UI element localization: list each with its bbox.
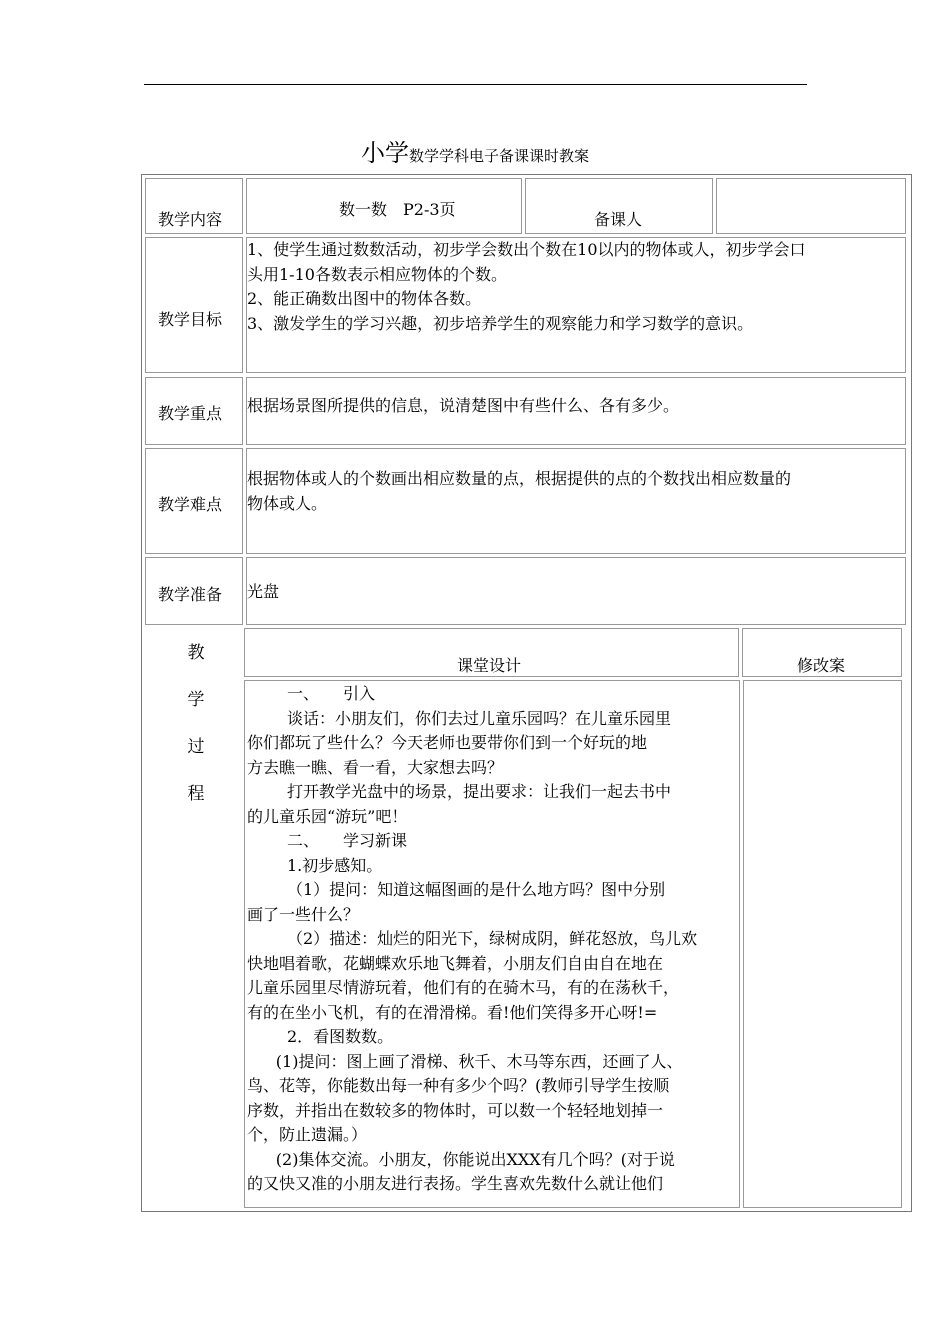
cell-preparer-value [716, 178, 906, 234]
label-preparer: 备课人 [594, 210, 643, 229]
focus-text: 根据场景图所提供的信息，说清楚图中有些什么、各有多少。 [247, 396, 680, 415]
goals-line: 2、能正确数出图中的物体各数。 [247, 289, 482, 308]
goals-line: 3、激发学生的学习兴趣，初步培养学生的观察能力和学习数学的意识。 [247, 313, 754, 333]
process-line: 个，防止遗漏。） [247, 1125, 368, 1144]
cell-goals-label [145, 237, 243, 373]
process-line: 鸟、花等，你能数出每一种有多少个吗？(教师引导学生按顺 [247, 1076, 670, 1095]
cell-revise-body [743, 680, 902, 1208]
title-sub: 数学学科电子备课课时教案 [408, 147, 589, 165]
process-line: 2．看图数数。 [287, 1027, 394, 1046]
header-rule [144, 84, 807, 85]
label-focus: 教学重点 [158, 404, 223, 423]
process-line: 的儿童乐园“游玩”吧！ [247, 806, 408, 826]
process-line: 画了一些什么？ [247, 904, 360, 924]
process-line: 谈话：小朋友们，你们去过儿童乐园吗？在儿童乐园里 [287, 708, 672, 728]
process-line: (2)集体交流。小朋友，你能说出XXX有几个吗？(对于说 [275, 1149, 675, 1169]
label-difficulty: 教学难点 [158, 495, 223, 514]
process-line: 你们都玩了些什么？今天老师也要带你们到一个好玩的地 [247, 733, 648, 752]
process-line: （2）描述：灿烂的阳光下，绿树成阴，鲜花怒放，鸟儿欢 [287, 929, 698, 948]
label-content: 教学内容 [158, 210, 223, 229]
process-line: 方去瞧一瞧、看一看，大家想去吗？ [247, 757, 504, 777]
process-label-char: 学 [187, 690, 205, 710]
content-value: 数一数 P2-3页 [339, 200, 456, 219]
difficulty-text [247, 467, 909, 516]
process-line: （1）提问：知道这幅图画的是什么地方吗？图中分别 [287, 880, 666, 899]
process-line: 的又快又准的小朋友进行表扬。学生喜欢先数什么就让他们 [247, 1174, 664, 1193]
difficulty-line: 物体或人。 [247, 493, 328, 513]
process-label-char: 教 [187, 643, 205, 663]
process-line: 序数，并指出在数较多的物体时，可以数一个轻轻地划掉一 [247, 1100, 664, 1120]
goals-line: 1、使学生通过数数活动，初步学会数出个数在10以内的物体或人，初步学会口 [247, 240, 806, 259]
process-line: 一、 引入 [287, 684, 376, 703]
design-header: 课堂设计 [457, 656, 522, 675]
label-goals: 教学目标 [158, 310, 223, 329]
title-main: 小学 [360, 139, 409, 167]
process-line: 有的在坐小飞机，有的在滑滑梯。看!他们笑得多开心呀!= [247, 1002, 658, 1022]
label-prep: 教学准备 [158, 585, 223, 604]
cell-prep-value [246, 557, 906, 625]
goals-text [247, 238, 909, 336]
process-line: 快地唱着歌，花蝴蝶欢乐地飞舞着，小朋友们自由自在地在 [247, 953, 664, 973]
process-label-char: 程 [187, 784, 205, 804]
prep-text: 光盘 [247, 582, 280, 601]
page-title [0, 133, 950, 168]
process-design-text [247, 682, 741, 1197]
process-label-char: 过 [187, 737, 205, 757]
process-line: 打开教学光盘中的场景，提出要求：让我们一起去书中 [287, 782, 672, 801]
process-line: 儿童乐园里尽情游玩着，他们有的在骑木马，有的在荡秋千， [247, 978, 680, 997]
process-line: 1.初步感知。 [287, 855, 383, 875]
process-line: 二、 学习新课 [287, 831, 408, 850]
revise-header: 修改案 [797, 656, 846, 675]
process-label [186, 630, 206, 818]
process-line: (1)提问：图上画了滑梯、秋千、木马等东西，还画了人、 [275, 1051, 683, 1071]
difficulty-line: 根据物体或人的个数画出相应数量的点，根据提供的点的个数找出相应数量的 [247, 469, 792, 488]
goals-line: 头用1-10各数表示相应物体的个数。 [247, 264, 507, 284]
